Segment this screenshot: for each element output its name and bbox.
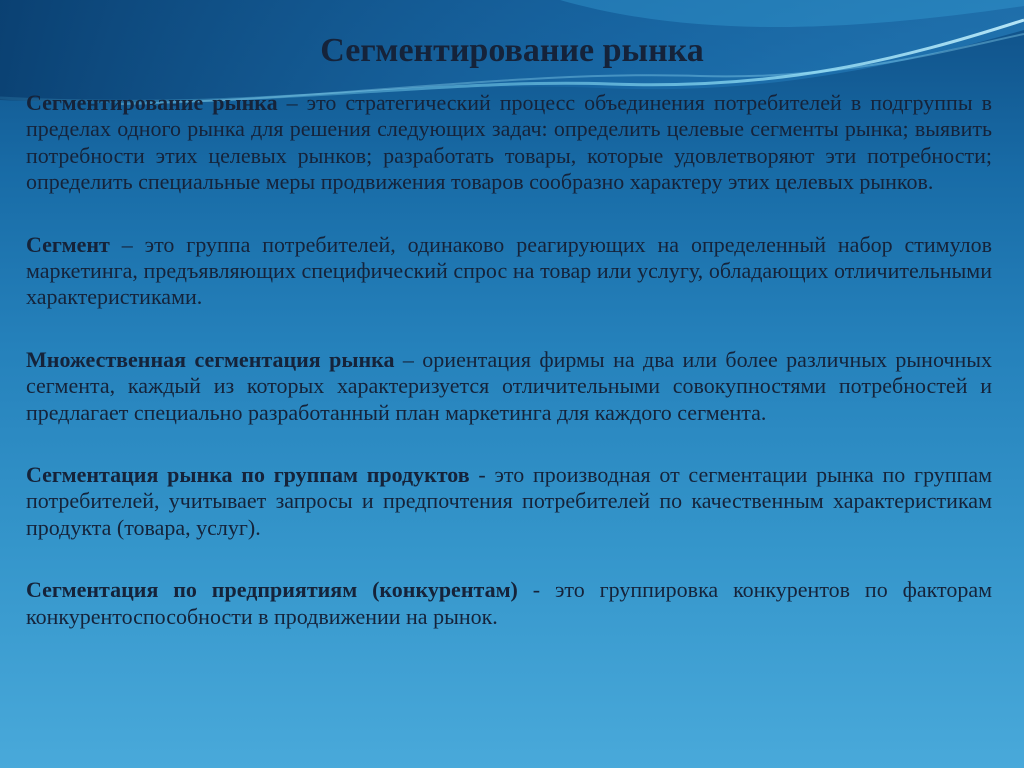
term: Сегментация по предприятиям (конкурентам) (26, 577, 518, 603)
paragraph-segment (26, 232, 992, 311)
definition: - это группировка конкурентов по факторам конкурентоспособности в продвижении на рынок. (26, 577, 992, 629)
term: Множественная сегментация рынка (26, 346, 395, 372)
slide-content (26, 90, 992, 630)
term: Сегментирование рынка (26, 90, 278, 115)
definition: - это производная от сегментации рынка по группам потребителей, учитывает запросы и предпочтения потребителей по качественным характеристикам продукта (товара, услуг). (26, 462, 993, 540)
definition: – это стратегический процесс объединения потребителей в подгруппы в пределах одного рынка для решения следующих задач: определить целевые сегменты рынка; выявить потребности этих целевых рынков; разработать товары, которые удовлетворяют эти потребности; определить специальные меры продвижения товаров сообразно характеру этих целевых рынков. (26, 90, 992, 195)
paragraph-product-group-segmentation (26, 462, 992, 541)
term: Сегментация рынка по группам продуктов (26, 462, 470, 488)
definition: – ориентация фирмы на два или более различных рыночных сегмента, каждый из которых характеризуется отличительными совокупностями потребностей и предлагает специально разработанный план маркетинга для каждого сегмента. (26, 346, 993, 425)
term: Сегмент (26, 231, 110, 257)
definition: – это группа потребителей, одинаково реагирующих на определенный набор стимулов маркетинга, предъявляющих специфический спрос на товар или услугу, обладающих отличительными характеристиками. (26, 231, 992, 310)
paragraph-competitor-segmentation (26, 577, 992, 630)
slide-title: Сегментирование рынка (320, 32, 704, 69)
paragraph-market-segmentation (26, 90, 992, 196)
paragraph-multiple-segmentation (26, 347, 992, 426)
